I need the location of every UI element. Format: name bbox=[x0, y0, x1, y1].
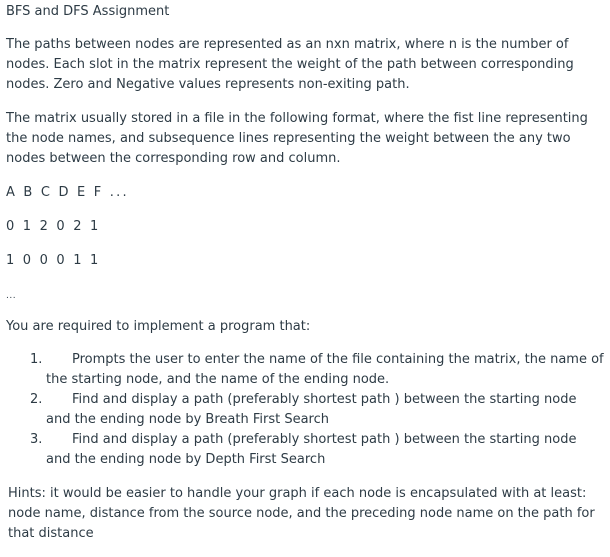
requirement-item bbox=[6, 430, 604, 470]
requirements-list bbox=[6, 350, 604, 470]
requirement-number: 3. bbox=[30, 432, 43, 447]
example-row-1: 0 1 2 0 2 1 bbox=[6, 219, 101, 234]
requirement-item bbox=[6, 350, 604, 390]
requirement-number: 1. bbox=[30, 352, 43, 367]
file-format-paragraph: The matrix usually stored in a file in the following format, where the fist line representing the node names, and subsequence lines representing the weight between the any two nodes between the corresponding row and column. bbox=[6, 111, 588, 166]
requirement-text: Find and display a path (preferably shortest path ) between the starting node and the ending node by Breath First Search bbox=[46, 392, 577, 427]
example-header-line: A B C D E F ... bbox=[6, 185, 129, 200]
requirement-intro: You are required to implement a program that: bbox=[6, 319, 311, 334]
hint-paragraph: Hints: it would be easier to handle your graph if each node is encapsulated with at least: node name, distance from the source node, and the preceding node name on the path for that distance bbox=[8, 486, 595, 541]
matrix-description-paragraph: The paths between nodes are represented as an nxn matrix, where n is the number of nodes. Each slot in the matrix represent the weight of the path between corresponding nodes. Zero and Negative values represents non-exiting path. bbox=[6, 37, 574, 92]
requirement-text: Find and display a path (preferably shortest path ) between the starting node and the ending node by Depth First Search bbox=[46, 432, 577, 467]
example-ellipsis: ... bbox=[6, 291, 17, 301]
assignment-title: BFS and DFS Assignment bbox=[6, 4, 170, 19]
requirement-text: Prompts the user to enter the name of the file containing the matrix, the name of the starting node, and the name of the ending node. bbox=[46, 352, 604, 387]
requirement-number: 2. bbox=[30, 392, 43, 407]
requirement-item bbox=[6, 390, 604, 430]
example-row-2: 1 0 0 0 1 1 bbox=[6, 253, 101, 268]
